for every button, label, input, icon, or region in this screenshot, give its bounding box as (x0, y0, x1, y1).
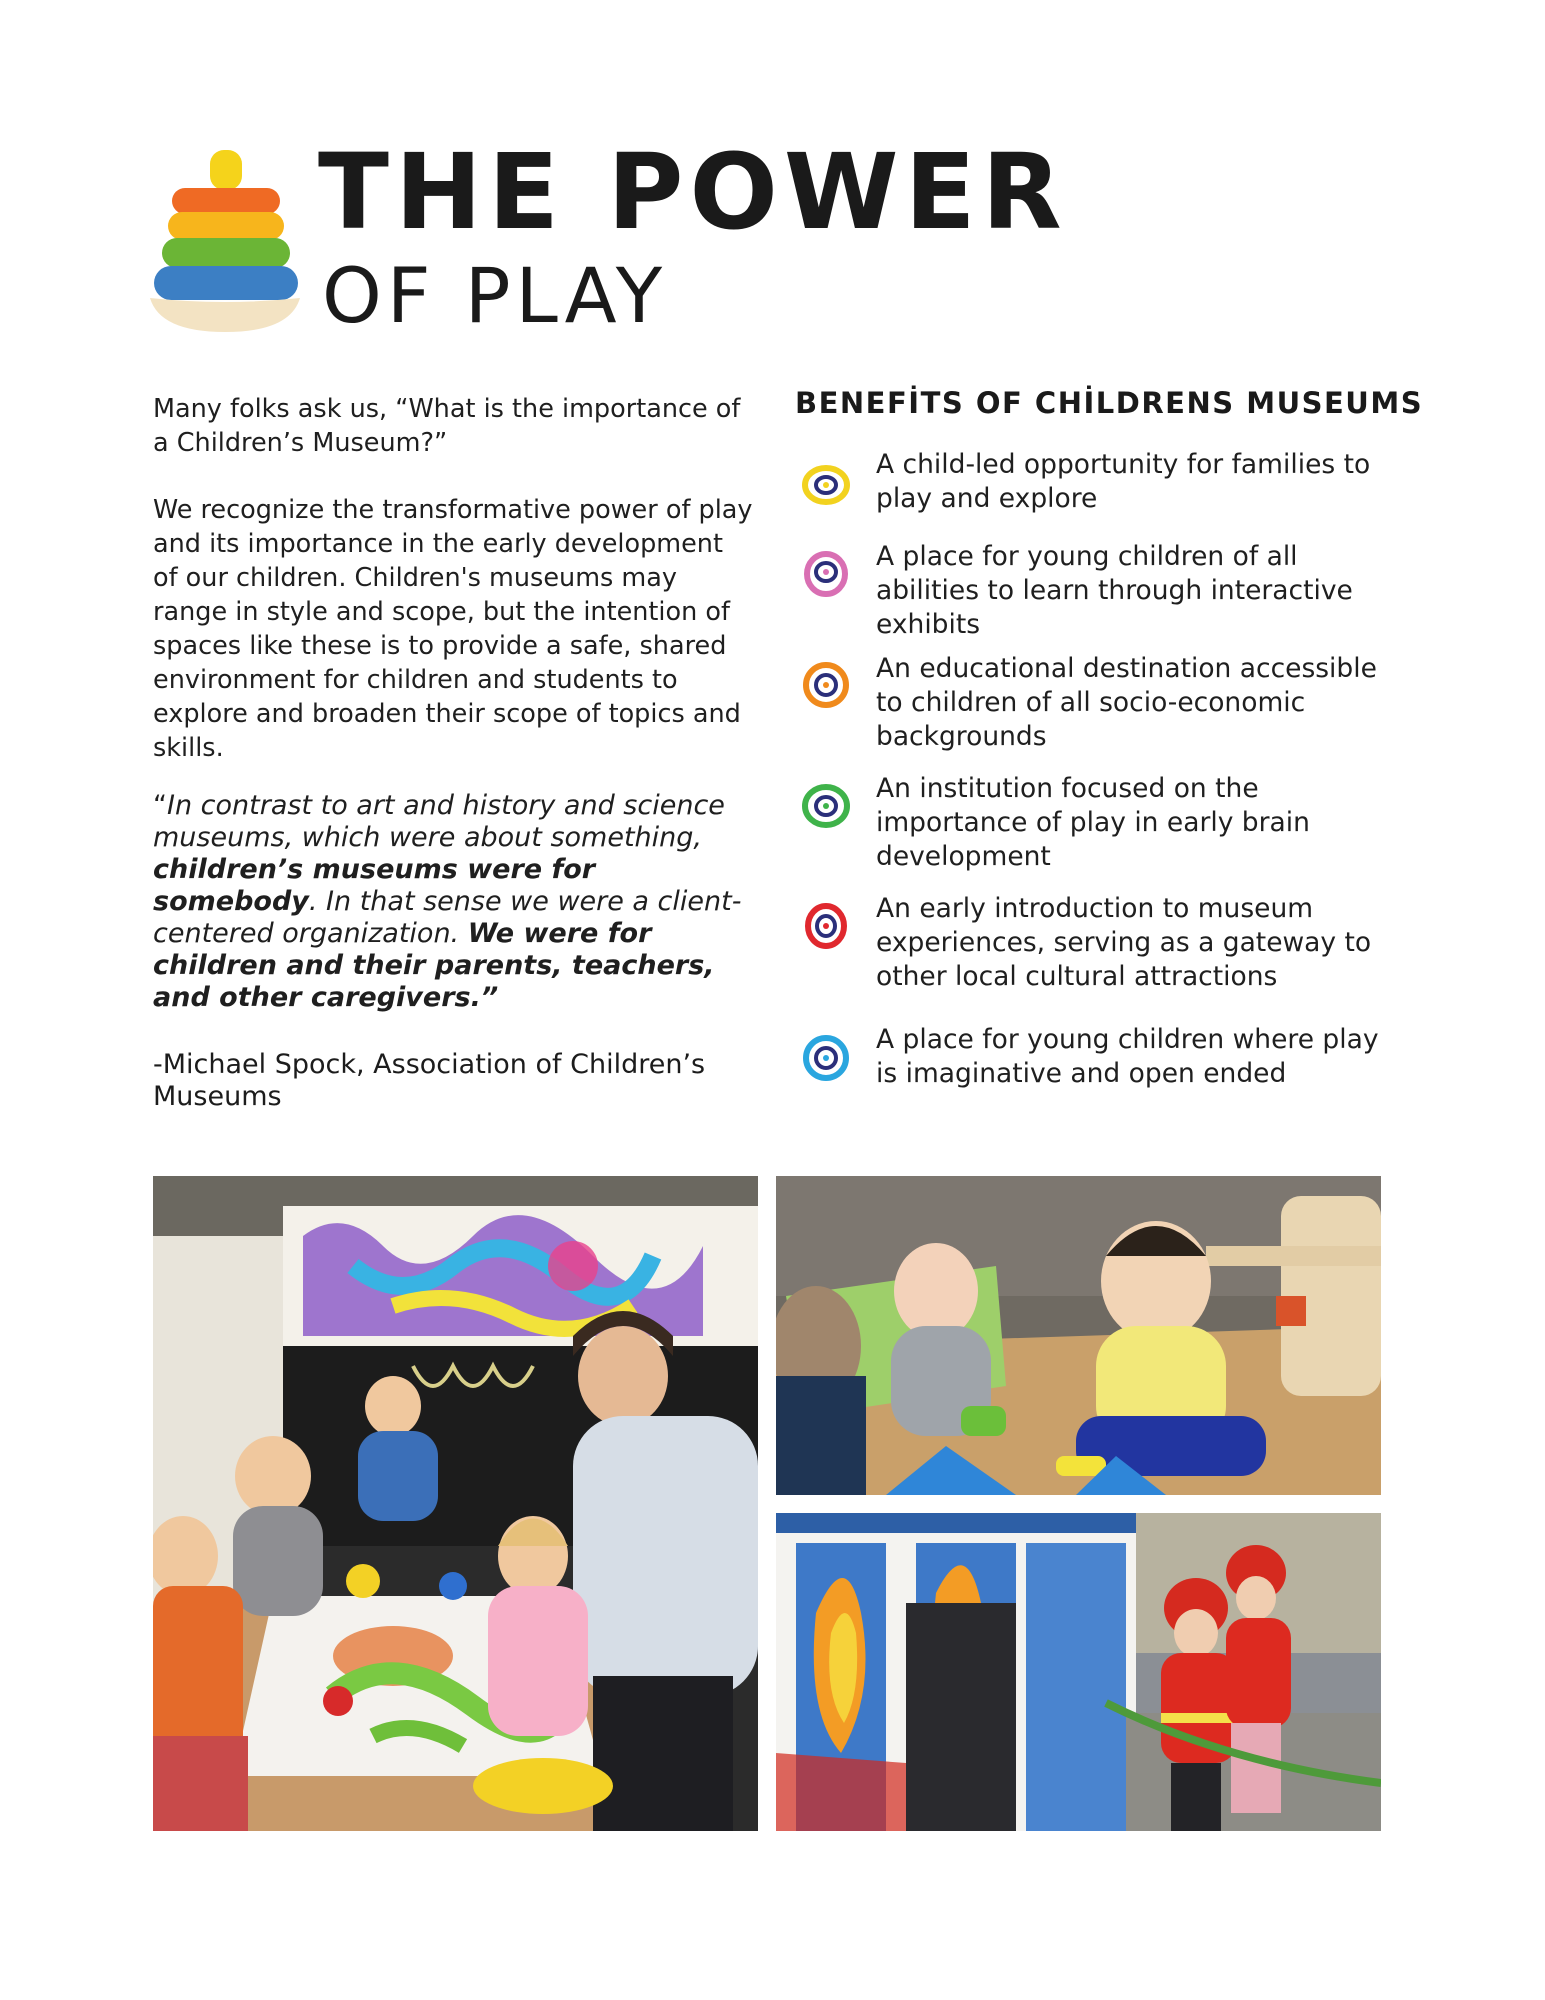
benefit-item: An institution focused on the importance of play in early brain development (876, 773, 1310, 872)
quote-open-mark: “ (153, 790, 167, 821)
intro-paragraph: We recognize the transformative power of play and its importance in the early development of our children. Children's museums may range in style and scope, but the intention of spaces like these is to provide a safe, shared environment for children and students to explore and broaden their scope of topics and skills. (153, 495, 753, 763)
yellow-swirl-icon (802, 461, 850, 509)
red-swirl-icon (802, 902, 850, 950)
orange-swirl-icon (802, 661, 850, 709)
benefit-item: A child-led opportunity for families to play and explore (876, 449, 1371, 514)
stacking-rings-toy-icon (150, 150, 300, 335)
benefit-item: An educational destination accessible to children of all socio-economic backgrounds (876, 653, 1377, 752)
benefit-item: A place for young children where play is imaginative and open ended (876, 1024, 1379, 1089)
photo-babies-playing (776, 1176, 1381, 1495)
quote-attribution: -Michael Spock, Association of Children’s Museums (153, 1049, 706, 1112)
green-swirl-icon (802, 782, 850, 830)
benefits-heading: BENEFİTS OF CHİLDRENS MUSEUMS (795, 386, 1424, 420)
pink-swirl-icon (802, 550, 850, 598)
photo-firefighter-play (776, 1513, 1381, 1831)
quote (153, 790, 763, 1014)
photo-children-painting (153, 1176, 758, 1831)
quote-part-2: . In that sense we were a client-centered organization. (153, 886, 742, 949)
intro-question: Many folks ask us, “What is the importance of a Children’s Museum?” (153, 394, 741, 458)
benefit-item: A place for young children of all abilities to learn through interactive exhibits (876, 541, 1353, 640)
quote-part-1: In contrast to art and history and science museums, which were about something, (153, 790, 725, 853)
quote-bold-1: children’s museums were for somebody (153, 854, 596, 917)
blue-swirl-icon (802, 1034, 850, 1082)
page-title: THE POWER (318, 131, 1068, 253)
benefit-item: An early introduction to museum experiences, serving as a gateway to other local cultural attractions (876, 893, 1372, 992)
page-subtitle: OF PLAY (322, 251, 668, 340)
quote-bold-2: We were for children and their parents, teachers, and other caregivers.” (153, 918, 715, 1013)
